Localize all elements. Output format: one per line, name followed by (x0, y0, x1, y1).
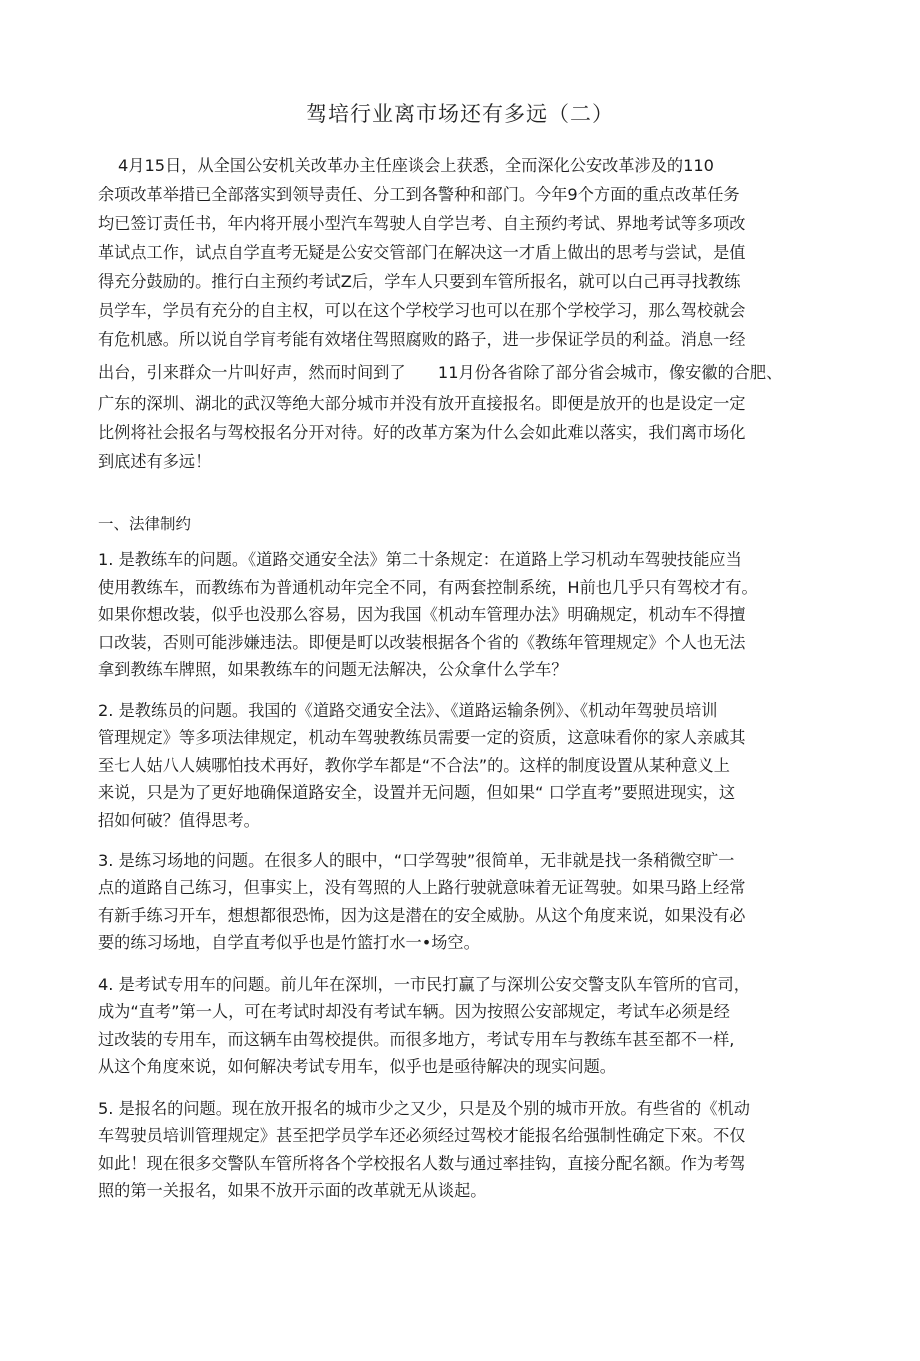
intro-line: 得充分鼓励的。推行白主预约考试Z后，学车人只要到车管所报名，就可以白己再寻找教练 (98, 272, 741, 291)
item-line: 要的练习场地，自学直考似乎也是竹篮打水一•场空。 (98, 933, 480, 952)
item-line: 5. 是报名的问题。现在放开报名的城市少之又少，只是及个别的城市开放。有些省的《机动 (98, 1099, 750, 1118)
item-line: 拿到教练车牌照，如果教练车的问题无法解决，公众拿什么学车？ (98, 660, 568, 679)
item-line: 过改装的专用车，而这辆车由驾校提供。而很多地方，考试专用车与教练车甚至都不一样, (98, 1030, 735, 1049)
intro-line: 出台，引来群众一片叫好声，然而时间到了 11月份各省除了部分省会城市，像安徽的合肥、 (98, 363, 783, 382)
intro-line: 4月15日，从全国公安机关改革办主任座谈会上获悉，全而深化公安改革涉及的110 (118, 156, 714, 175)
item-line: 至七人姑八人姨哪怕技术再好，教你学车都是“不合法”的。这样的制度设置从某种意义上 (98, 756, 730, 775)
item-line: 3. 是练习场地的问题。在很多人的眼中，“口学驾驶”很简单，无非就是找一条稍微空旷一 (98, 851, 735, 870)
document-title: 驾培行业离市场还有多远（二） (306, 102, 614, 126)
item-line: 使用教练车，而教练布为普通机动年完全不同，有两套控制系统，H前也几乎只有驾校才有。 (98, 578, 758, 597)
item-line: 2. 是教练员的问题。我国的《道路交通安全法》、《道路运输条例》、《机动年驾驶员培训 (98, 701, 718, 720)
intro-line: 革试点工作，试点自学直考无疑是公安交管部门在解决这一才盾上做出的思考与尝试，是值 (98, 243, 746, 262)
item-line: 如果你想改装，似乎也没那么容易，因为我国《机动车管理办法》明确规定，机动车不得擅 (98, 605, 746, 624)
intro-line: 比例将社会报名与驾校报名分开对待。好的改革方案为什么会如此难以落实，我们离市场化 (98, 423, 746, 442)
item-line: 招如何破？值得思考。 (98, 811, 260, 830)
item-line: 管理规定》等多项法律规定，机动车驾驶教练员需要一定的资质，这意味看你的家人亲戚其 (98, 728, 746, 747)
item-line: 从这个角度來说，如何解决考试专用车，似乎也是亟待解决的现实问题。 (98, 1057, 616, 1076)
intro-line: 余项改革举措已全部落实到领导责任、分工到各警种和部门。今年9个方面的重点改革任务 (98, 185, 740, 204)
item-line: 成为“直考”第一人，可在考试时却没有考试车辆。因为按照公安部规定，考试车必须是经 (98, 1002, 730, 1021)
intro-line: 广东的深圳、湖北的武汉等绝大部分城市并没有放开直接报名。即便是放开的也是设定一定 (98, 394, 746, 413)
item-line: 有新手练习开车，想想都很恐怖，因为这是潜在的安全威胁。从这个角度来说，如果没有必 (98, 906, 746, 925)
item-line: 口改装，否则可能涉嫌违法。即便是町以改装根据各个省的《教练年管理规定》个人也无法 (98, 633, 746, 652)
item-line: 如此！现在很多交警队车管所将各个学校报名人数与通过率挂钩，直接分配名额。作为考驾 (98, 1154, 746, 1173)
item-line: 来说，只是为了更好地确保道路安全，设置并无问题，但如果“ 口学直考”要照进现实，这 (98, 783, 736, 802)
intro-line: 有危机感。所以说自学肓考能有效堵住驾照腐败的路子，进一步保证学员的利益。消息一经 (98, 330, 746, 349)
item-line: 4. 是考试专用车的问题。前儿年在深圳，一市民打赢了与深圳公安交警支队车管所的官司， (98, 975, 750, 994)
intro-line: 均已签订责任书，年内将开展小型汽车驾驶人自学岂考、自主预约考试、界地考试等多项改 (98, 214, 746, 233)
item-line: 点的道路自己练习，但事实上，没有驾照的人上路行驶就意味着无证驾驶。如果马路上经常 (98, 878, 746, 897)
item-line: 1. 是教练车的问题。《道路交通安全法》第二十条规定：在道路上学习机动车驾驶技能应当 (98, 550, 742, 569)
intro-line: 到底述有多远！ (98, 452, 212, 471)
section-heading: 一、法律制约 (98, 515, 192, 533)
intro-line: 员学车，学员有充分的自主权，可以在这个学校学习也可以在那个学校学习，那么驾校就会 (98, 301, 746, 320)
item-line: 照的第一关报名，如果不放开示面的改革就无从谈起。 (98, 1181, 487, 1200)
item-line: 车驾驶员培训管理规定》甚至把学员学车还必须经过驾校才能报名给强制性确定下來。不仅 (98, 1126, 746, 1145)
